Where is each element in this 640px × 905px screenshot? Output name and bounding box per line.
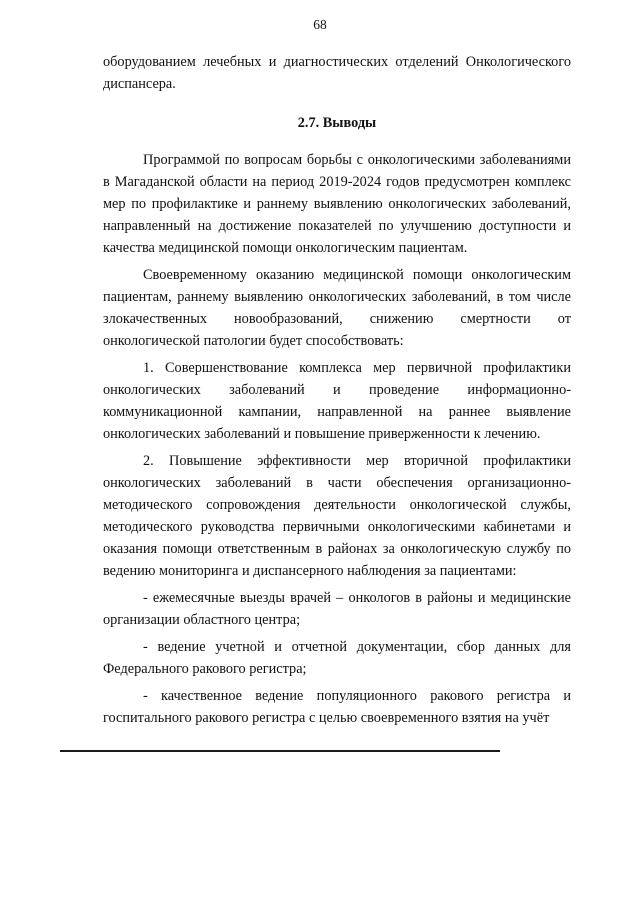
- paragraph-timely-care: Своевременному оказанию медицинской помощи онкологическим пациентам, раннему выявлению онкологических заболеваний, в том числе злокачественных новообразований, снижению смертности от онкологической патологии будет способствовать:: [103, 267, 571, 349]
- paragraph-program: Программой по вопросам борьбы с онкологическими заболеваниями в Магаданской области на период 2019-2024 годов предусмотрен комплекс мер по профилактике и раннему выявлению онкологических заболеваний, направленный на достижение показателей по улучшению доступности и качества медицинской помощи онкологическим пациентам.: [103, 152, 571, 256]
- bullet-item-visits: - ежемесячные выезды врачей – онкологов в районы и медицинские организации областного центра;: [103, 590, 571, 628]
- list-item-2: 2. Повышение эффективности мер вторичной профилактики онкологических заболеваний в части обеспечения организационно-методического сопровождения деятельности онкологической службы, методического руководства первичными онкологическими кабинетами и оказания помощи ответственным в районах за онкологическую службу по ведению мониторинга и диспансерного наблюдения за пациентами:: [103, 453, 571, 579]
- page-number: 68: [313, 17, 327, 32]
- section-heading: 2.7. Выводы: [297, 115, 377, 131]
- list-item-1: 1. Совершенствование комплекса мер первичной профилактики онкологических заболеваний и проведение информационно-коммуникационной кампании, направленной на раннее выявление онкологических заболеваний и повышение приверженности к лечению.: [103, 360, 571, 442]
- document-body: [103, 51, 571, 734]
- bullet-item-documentation: - ведение учетной и отчетной документации, сбор данных для Федерального ракового регистра;: [103, 639, 571, 677]
- intro-paragraph: оборудованием лечебных и диагностических отделений Онкологического диспансера.: [103, 54, 571, 92]
- bullet-item-registry: - качественное ведение популяционного ракового регистра и госпитального ракового регистра с целью своевременного взятия на учёт: [103, 688, 571, 726]
- footer-divider: [60, 750, 500, 752]
